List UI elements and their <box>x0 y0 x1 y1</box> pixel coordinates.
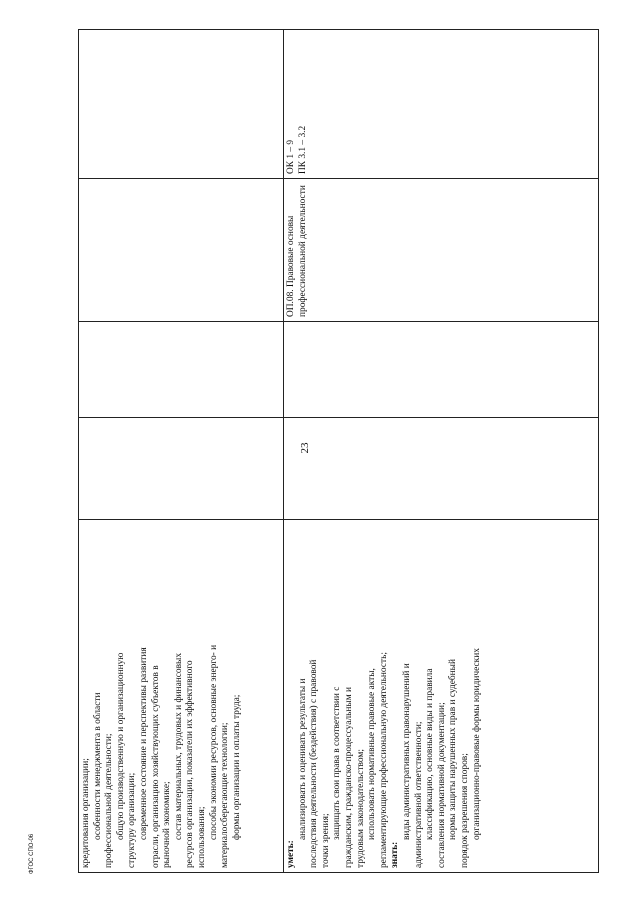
footer-code: ФГОС СПО-06 <box>29 833 35 874</box>
text-line: ресурсов организации, показатели их эффективного <box>185 660 196 868</box>
text-line: организационно-правовые формы юридических <box>471 648 482 840</box>
text-line: административной ответственности; <box>413 721 424 868</box>
text-line: классификацию, основные виды и правила <box>425 668 436 840</box>
text-line: точки зрения; <box>320 813 331 868</box>
cell-hours-classroom <box>284 322 599 418</box>
text-line: особенности менеджмента в области <box>92 692 103 840</box>
text-line: порядок разрешения споров; <box>459 753 470 868</box>
text-line: способы экономии ресурсов, основные энерго- и <box>208 644 219 840</box>
professional-competencies: ПК 3.1 – 3.2 <box>297 125 308 174</box>
cell-hours-max <box>79 418 284 520</box>
cell-competencies <box>284 30 599 179</box>
general-competencies: ОК 1 – 9 <box>286 139 296 174</box>
text-line: гражданским, гражданско-процессуальным и <box>343 686 354 868</box>
text-line: виды административных правонарушений и <box>401 663 412 840</box>
text-line: состав материальных, трудовых и финансовых <box>173 652 184 840</box>
text-line: общую производственную и организационную <box>115 652 126 840</box>
text-line: анализировать и оценивать результаты и <box>297 678 308 840</box>
cell-discipline <box>79 179 284 322</box>
cell-competencies <box>79 30 284 179</box>
text-line: нормы защиты нарушенных прав и судебный <box>448 658 459 840</box>
text-line: составления нормативной документации; <box>436 702 447 868</box>
text-line: защищать свои права в соответствии с <box>332 686 343 840</box>
text-line: использовать нормативные правовые акты, <box>367 668 378 840</box>
text-line: рыночной экономике; <box>162 781 173 868</box>
text-line: структуру организации; <box>127 772 138 868</box>
competency-table <box>78 29 599 873</box>
page-number: 23 <box>299 442 311 454</box>
knowledge-heading: знать: <box>390 841 401 868</box>
text-line: использования; <box>196 806 207 868</box>
text-line: последствия деятельности (бездействия) с правовой <box>309 659 320 868</box>
skills-heading: уметь: <box>286 840 296 868</box>
cell-requirements <box>79 520 284 873</box>
text-line: современное состояние и перспективы развития <box>138 647 149 840</box>
text-line: материалосберегающие технологии; <box>220 722 231 868</box>
table-row <box>79 30 284 873</box>
text-line: трудовым законодательством; <box>355 749 366 868</box>
table-wrapper <box>78 30 598 873</box>
text-line: формы организации и оплаты труда; <box>231 694 242 840</box>
cell-hours-max <box>284 418 599 520</box>
table-row <box>284 30 599 873</box>
text-line: отрасли, организацию хозяйствующих субъектов в <box>150 665 161 868</box>
cell-discipline: ОП.08. Правовые основы профессиональной деятельности <box>284 179 599 322</box>
cell-hours-classroom <box>79 322 284 418</box>
text-line: кредитования организации; <box>81 758 91 868</box>
cell-requirements <box>284 520 599 873</box>
text-line: профессиональной деятельности; <box>104 733 115 868</box>
text-line: регламентирующие профессиональную деятельность; <box>378 652 389 868</box>
